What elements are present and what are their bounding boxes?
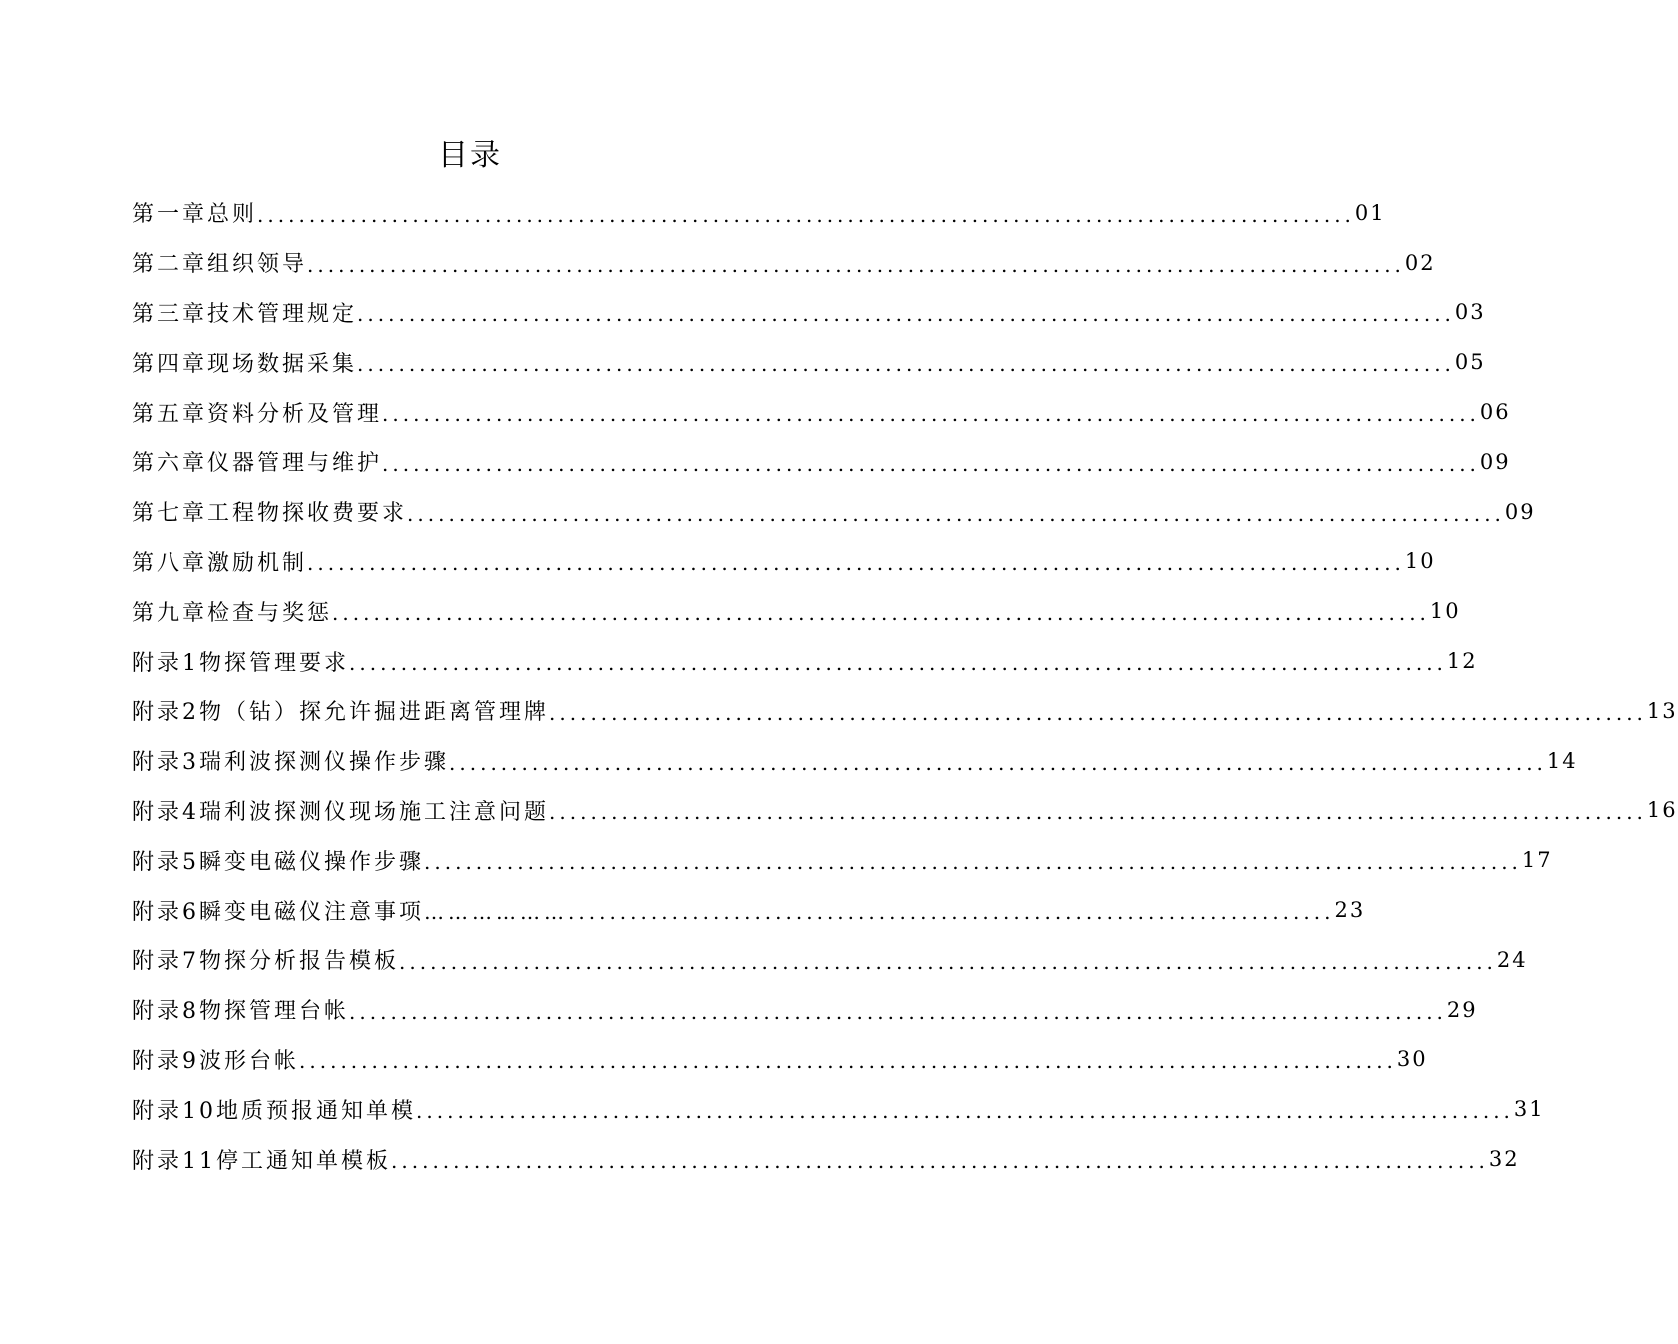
- entry-number: 附录6: [132, 899, 199, 925]
- entry-number: 附录4: [132, 799, 199, 825]
- entry-number: 附录9: [132, 1048, 199, 1074]
- toc-title: 目录: [438, 138, 502, 173]
- entry-page-number: 13: [1646, 698, 1678, 723]
- dot-leader: ..........................................................................................................: [357, 302, 1455, 327]
- entry-page-number: 31: [1513, 1097, 1545, 1122]
- entry-title: 瞬变电磁仪注意事项: [199, 899, 425, 925]
- toc-entry-appendix-6[interactable]: [132, 885, 1366, 935]
- entry-page-number: 30: [1396, 1047, 1428, 1072]
- toc-entry-chapter-4[interactable]: [132, 337, 1486, 387]
- dot-leader: ..........................................................................................................: [399, 949, 1497, 974]
- dot-leader: ..........................................................................................................: [332, 601, 1430, 626]
- entry-title: 地质预报通知单模: [216, 1098, 417, 1124]
- dot-leader: ..........................................................................................................: [382, 451, 1480, 476]
- entry-title: 物（钻）探允许掘进距离管理牌: [199, 700, 550, 726]
- entry-number: 第七章: [132, 501, 208, 527]
- entry-number: 第二章: [132, 252, 208, 278]
- toc-entry-appendix-5[interactable]: [132, 835, 1553, 885]
- entry-number: 附录8: [132, 999, 199, 1025]
- toc-entry-appendix-7[interactable]: [132, 935, 1528, 985]
- entry-page-number: 16: [1646, 798, 1678, 823]
- entry-number: 附录2: [132, 700, 199, 726]
- entry-number: 第五章: [132, 401, 208, 427]
- toc-entry-chapter-5[interactable]: [132, 387, 1511, 437]
- entry-title: 激励机制: [207, 550, 308, 576]
- toc-entry-chapter-2[interactable]: [132, 238, 1436, 288]
- toc-entry-chapter-7[interactable]: [132, 487, 1536, 537]
- entry-title: 技术管理规定: [207, 301, 358, 327]
- entry-number: 附录5: [132, 849, 199, 875]
- entry-number: 附录7: [132, 949, 199, 975]
- entry-page-number: 06: [1479, 400, 1511, 425]
- entry-page-number: 24: [1496, 947, 1528, 972]
- entry-page-number: 10: [1404, 549, 1436, 574]
- entry-number: 第三章: [132, 301, 208, 327]
- entry-page-number: 23: [1334, 898, 1366, 923]
- dot-leader: ..........................................................................................................: [549, 700, 1647, 725]
- entry-title: 瑞利波探测仪操作步骤: [199, 750, 450, 776]
- entry-page-number: 03: [1454, 300, 1486, 325]
- entry-page-number: 29: [1446, 997, 1478, 1022]
- dot-leader: ..........................................................................................................: [257, 202, 1355, 227]
- dot-leader: ..........................................................................................................: [424, 850, 1522, 875]
- entry-title: 波形台帐: [199, 1048, 300, 1074]
- entry-title: 瑞利波探测仪现场施工注意问题: [199, 799, 550, 825]
- entry-title: 瞬变电磁仪操作步骤: [199, 849, 425, 875]
- entry-page-number: 05: [1454, 350, 1486, 375]
- entry-title: 停工通知单模板: [216, 1148, 392, 1174]
- entry-page-number: 32: [1488, 1147, 1520, 1172]
- entry-page-number: 09: [1479, 449, 1511, 474]
- entry-number: 第四章: [132, 351, 208, 377]
- entry-title: 组织领导: [207, 252, 308, 278]
- entry-page-number: 14: [1546, 748, 1578, 773]
- toc-entry-appendix-10[interactable]: [132, 1084, 1545, 1134]
- dot-leader: ..........................................................................................................: [357, 352, 1455, 377]
- entry-page-number: 12: [1446, 649, 1478, 674]
- entry-number: 附录11: [132, 1148, 216, 1174]
- dot-leader: ..........................................................................................................: [382, 402, 1480, 427]
- toc-entry-chapter-3[interactable]: [132, 288, 1486, 338]
- dot-leader: ..........................................................................................................: [416, 1099, 1514, 1124]
- toc-entry-appendix-2[interactable]: [132, 686, 1678, 736]
- dot-leader: ………………..........................................................................: [424, 900, 1335, 925]
- dot-leader: ..........................................................................................................: [349, 999, 1447, 1024]
- entry-number: 第一章: [132, 202, 208, 228]
- toc-entry-appendix-1[interactable]: [132, 636, 1478, 686]
- entry-number: 第八章: [132, 550, 208, 576]
- entry-page-number: 17: [1521, 848, 1553, 873]
- entry-title: 物探管理要求: [199, 650, 350, 676]
- entry-number: 第九章: [132, 600, 208, 626]
- entry-page-number: 02: [1404, 250, 1436, 275]
- entry-page-number: 10: [1429, 599, 1461, 624]
- entry-title: 物探管理台帐: [199, 999, 350, 1025]
- toc-entry-appendix-4[interactable]: [132, 786, 1678, 836]
- toc-entry-chapter-1[interactable]: [132, 188, 1386, 238]
- toc-entry-chapter-9[interactable]: [132, 586, 1461, 636]
- dot-leader: ..........................................................................................................: [307, 252, 1405, 277]
- dot-leader: ..........................................................................................................: [391, 1149, 1489, 1174]
- toc-entry-chapter-6[interactable]: [132, 437, 1511, 487]
- table-of-contents: [132, 188, 1678, 1184]
- dot-leader: ..........................................................................................................: [299, 1049, 1397, 1074]
- toc-entry-chapter-8[interactable]: [132, 537, 1436, 587]
- toc-entry-appendix-11[interactable]: [132, 1134, 1520, 1184]
- entry-title: 检查与奖惩: [207, 600, 333, 626]
- entry-number: 附录1: [132, 650, 199, 676]
- entry-title: 总则: [207, 202, 258, 228]
- entry-number: 附录10: [132, 1098, 216, 1124]
- entry-title: 物探分析报告模板: [199, 949, 400, 975]
- dot-leader: ..........................................................................................................: [307, 551, 1405, 576]
- entry-title: 仪器管理与维护: [207, 451, 383, 477]
- dot-leader: ..........................................................................................................: [449, 750, 1547, 775]
- toc-entry-appendix-3[interactable]: [132, 736, 1578, 786]
- entry-title: 现场数据采集: [207, 351, 358, 377]
- dot-leader: ..........................................................................................................: [407, 501, 1505, 526]
- entry-page-number: 01: [1354, 200, 1386, 225]
- entry-title: 资料分析及管理: [207, 401, 383, 427]
- dot-leader: ..........................................................................................................: [349, 651, 1447, 676]
- toc-entry-appendix-8[interactable]: [132, 985, 1478, 1035]
- entry-number: 附录3: [132, 750, 199, 776]
- entry-page-number: 09: [1504, 499, 1536, 524]
- dot-leader: ..........................................................................................................: [549, 800, 1647, 825]
- toc-entry-appendix-9[interactable]: [132, 1035, 1428, 1085]
- entry-number: 第六章: [132, 451, 208, 477]
- entry-title: 工程物探收费要求: [207, 501, 408, 527]
